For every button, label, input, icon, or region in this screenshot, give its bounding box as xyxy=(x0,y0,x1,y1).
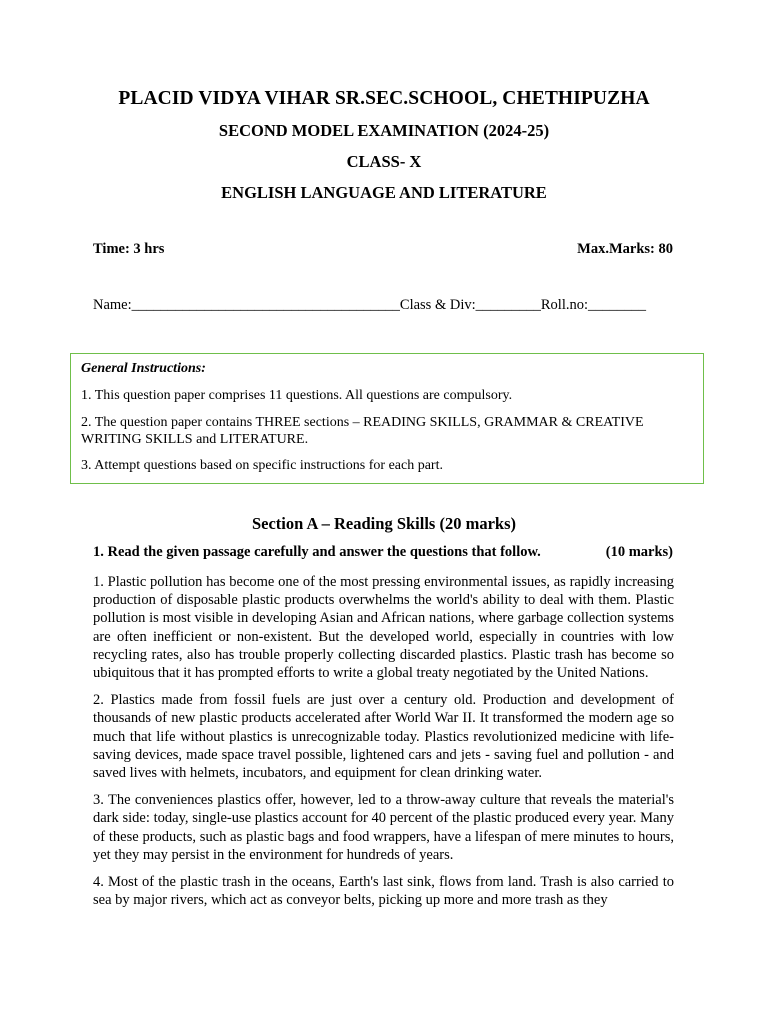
question-1-text: 1. Read the given passage carefully and answer the questions that follow. xyxy=(93,544,541,560)
class-label: CLASS- X xyxy=(346,152,422,171)
passage-paragraph: 1. Plastic pollution has become one of the most pressing environmental issues, as rapidly increasing production of disposable plastic products overwhelms the world's ability to deal with them. Plastic pollution is most visible in developing Asian and African nations, where garbage collection systems are often inefficient or non-existent. But the developed world, especially in countries with low recycling rates, also has trouble properly collecting discarded plastics. Plastic trash has become so ubiquitous that it has prompted efforts to write a global treaty negotiated by the United Nations. xyxy=(93,574,674,682)
instructions-title: General Instructions: xyxy=(81,361,206,376)
instruction-item: 1. This question paper comprises 11 questions. All questions are compulsory. xyxy=(81,388,513,403)
time-marks-row xyxy=(93,241,673,258)
max-marks-label: Max.Marks: 80 xyxy=(577,241,673,257)
question-1-marks: (10 marks) xyxy=(605,544,673,560)
subject-title: ENGLISH LANGUAGE AND LITERATURE xyxy=(221,183,547,202)
passage-paragraph: 4. Most of the plastic trash in the oceans, Earth's last sink, flows from land. Trash is also carried to sea by major rivers, which act as conveyor belts, picking up more and more trash as they xyxy=(93,874,674,909)
question-1-heading xyxy=(93,544,673,561)
time-label: Time: 3 hrs xyxy=(93,241,165,257)
school-name: PLACID VIDYA VIHAR SR.SEC.SCHOOL, CHETHIPUZHA xyxy=(118,88,650,109)
exam-title: SECOND MODEL EXAMINATION (2024-25) xyxy=(218,121,550,140)
student-details-line: Name:_____________________________________Class & Div:_________Roll.no:________ xyxy=(93,297,647,313)
reading-passage xyxy=(93,573,674,918)
section-a-title: Section A – Reading Skills (20 marks) xyxy=(251,514,517,533)
general-instructions-box xyxy=(70,353,704,484)
instruction-item: 3. Attempt questions based on specific instructions for each part. xyxy=(81,458,443,473)
passage-paragraph: 2. Plastics made from fossil fuels are just over a century old. Production and development of thousands of new plastic products accelerated after World War II. It transformed the modern age so much that life without plastics is unrecognizable today. Plastics revolutionized medicine with life-saving devices, made space travel possible, lightened cars and jets - saving fuel and pollution - and saved lives with helmets, incubators, and equipment for clean drinking water. xyxy=(93,692,674,782)
instruction-item: 2. The question paper contains THREE sections – READING SKILLS, GRAMMAR & CREATIVE WRITING SKILLS and LITERATURE. xyxy=(81,415,644,447)
passage-paragraph: 3. The conveniences plastics offer, however, led to a throw-away culture that reveals the material's dark side: today, single-use plastics account for 40 percent of the plastic produced every year. Many of these products, such as plastic bags and food wrappers, have a lifespan of mere minutes to hours, yet they may persist in the environment for hundreds of years. xyxy=(93,792,674,863)
